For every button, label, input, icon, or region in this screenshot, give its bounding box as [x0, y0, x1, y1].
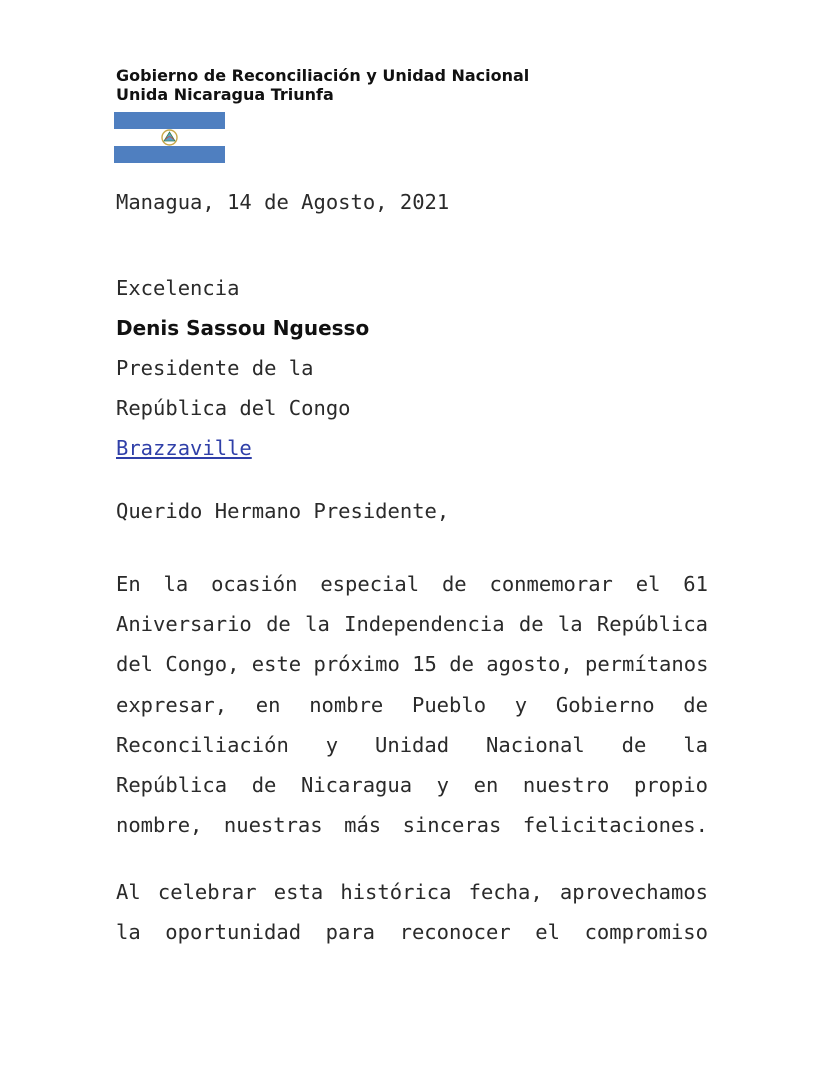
paragraph-line: Aniversario de la Independencia de la República: [116, 612, 708, 637]
recipient-city-link[interactable]: Brazzaville: [116, 436, 252, 460]
paragraph-line: expresar, en nombre Pueblo y Gobierno de: [116, 692, 708, 717]
paragraph-line: República de Nicaragua y en nuestro propio: [116, 773, 708, 798]
paragraph-line: nombre, nuestras más sinceras felicitaciones.: [116, 813, 708, 838]
recipient-block: [116, 268, 708, 468]
recipient-title: Presidente de la: [116, 356, 314, 380]
paragraph-line: la oportunidad para reconocer el compromiso: [116, 920, 708, 945]
letterhead-slogan: Unida Nicaragua Triunfa: [116, 85, 334, 104]
letter-paragraph-2: [116, 872, 708, 952]
recipient-country: República del Congo: [116, 396, 351, 420]
paragraph-line: Al celebrar esta histórica fecha, aprovechamos: [116, 880, 708, 904]
letterhead-government: Gobierno de Reconciliación y Unidad Nacional: [116, 66, 530, 85]
paragraph-line: del Congo, este próximo 15 de agosto, permítanos: [116, 652, 709, 677]
recipient-name: Denis Sassou Nguesso: [116, 316, 370, 340]
letter-paragraph-1: [116, 564, 708, 845]
recipient-honorific: Excelencia: [116, 276, 240, 300]
letter-date: Managua, 14 de Agosto, 2021: [116, 190, 450, 214]
paragraph-line: En la ocasión especial de conmemorar el 61: [116, 572, 708, 596]
nicaragua-flag-icon: [114, 112, 225, 163]
letterhead: [116, 66, 529, 104]
paragraph-line: Reconciliación y Unidad Nacional de la: [116, 732, 708, 757]
letter-salutation: Querido Hermano Presidente,: [116, 499, 450, 523]
